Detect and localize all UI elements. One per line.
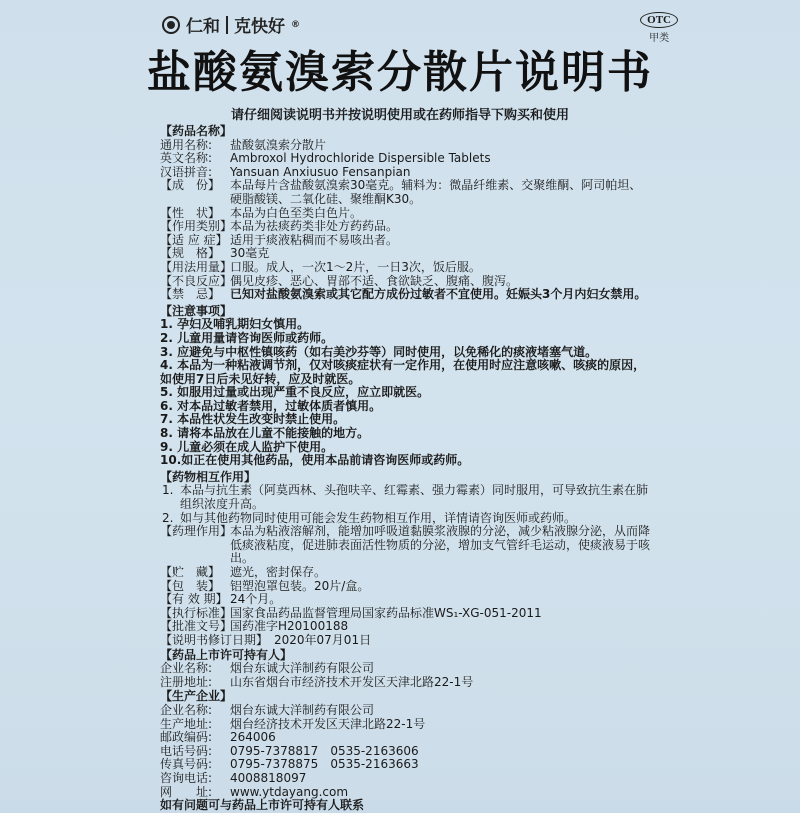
field-row xyxy=(160,634,650,648)
producer-row xyxy=(160,772,650,786)
field-label: 英文名称: xyxy=(160,151,213,166)
field-value: 0795-7378875 0535-2163663 xyxy=(230,757,419,772)
precaution-item: 7. 本品性状发生改变时禁止使用。 xyxy=(160,412,346,427)
field-label: 【批准文号】 xyxy=(160,619,233,634)
producer-section xyxy=(160,690,650,799)
field-label: 网 址: xyxy=(160,784,213,799)
field-value: 0795-7378817 0535-2163606 xyxy=(230,743,419,758)
producer-row xyxy=(160,718,650,732)
fields-b xyxy=(160,525,650,647)
field-value: 国药准字H20100188 xyxy=(230,619,349,634)
field-value: 铝塑泡罩包装。20片/盒。 xyxy=(230,578,370,593)
field-value: Ambroxol Hydrochloride Dispersible Tablets xyxy=(230,151,491,166)
leaflet-content xyxy=(160,124,650,813)
field-value: Yansuan Anxiusuo Fensanpian xyxy=(230,164,411,179)
brand-company: 仁和 xyxy=(186,17,220,37)
field-label: 【执行标准】 xyxy=(160,605,233,620)
field-label: 电话号码: xyxy=(160,743,213,758)
producer-row xyxy=(160,704,650,718)
field-label: 【药理作用】 xyxy=(160,524,233,539)
precaution-item: 1. 孕妇及哺乳期妇女慎用。 xyxy=(160,317,310,332)
field-value: 2020年07月01日 xyxy=(274,632,372,647)
field-label: 【有 效 期】 xyxy=(160,592,228,607)
field-value: 264006 xyxy=(230,730,276,745)
field-label: 【说明书修订日期】 xyxy=(160,632,269,647)
interactions-heading: 【药物相互作用】 xyxy=(160,469,257,484)
precaution-item: 9. 儿童必须在成人监护下使用。 xyxy=(160,439,334,454)
field-label: 【贮 藏】 xyxy=(160,565,221,579)
otc-class: 甲类 xyxy=(649,33,670,44)
page-title: 盐酸氨溴索分散片说明书 xyxy=(147,47,653,98)
renhe-logo-icon xyxy=(162,16,180,34)
precautions-section xyxy=(160,305,650,468)
brand-product: 克快好 xyxy=(234,17,285,37)
precaution-item: 8. 请将本品放在儿童不能接触的地方。 xyxy=(160,426,370,441)
precautions-heading: 【注意事项】 xyxy=(160,303,233,318)
field-row xyxy=(160,288,650,302)
interaction-item xyxy=(160,484,650,511)
field-label: 【性 状】 xyxy=(160,205,221,220)
field-value: 口服。成人，一次1～2片，一日3次，饭后服。 xyxy=(230,259,481,274)
field-value: 本品为白色至类白色片。 xyxy=(230,205,363,220)
precaution-item: 2. 儿童用量请咨询医师或药师。 xyxy=(160,330,334,345)
field-row xyxy=(160,580,650,594)
field-value: 山东省烟台市经济技术开发区天津北路22-1号 xyxy=(230,674,474,689)
page-subtitle: 请仔细阅读说明书并按说明使用或在药师指导下购买和使用 xyxy=(230,108,569,123)
field-label: 邮政编码: xyxy=(160,730,213,745)
field-label: 通用名称: xyxy=(160,137,213,152)
producer-heading: 【生产企业】 xyxy=(160,689,233,704)
field-label: 【规 格】 xyxy=(160,246,221,261)
field-value: 适用于痰液粘稠而不易咳出者。 xyxy=(230,232,399,247)
field-row xyxy=(160,234,650,248)
precaution-item: 6. 对本品过敏者禁用，过敏体质者慎用。 xyxy=(160,398,382,413)
precaution-item: 3. 应避免与中枢性镇咳药（如右美沙芬等）同时使用，以免稀化的痰液堵塞气道。 xyxy=(160,344,598,359)
precaution-item: 4. 本品为一种粘液调节剂，仅对咳痰症状有一定作用，在使用时应注意咳嗽、咳痰的原因，如使用7日后未见好转，应及时就医。 xyxy=(160,358,646,386)
field-label: 【作用类别】 xyxy=(160,219,233,234)
registered-mark: ® xyxy=(291,19,300,30)
field-value: 国家食品药品监督管理局国家药品标准WS₁-XG-051-2011 xyxy=(230,605,542,620)
field-value: 烟台经济技术开发区天津北路22-1号 xyxy=(230,716,426,731)
contact-footer: 如有问题可与药品上市许可持有人联系 xyxy=(160,798,365,813)
precaution-item: 10.如正在使用其他药品，使用本品前请咨询医师或药师。 xyxy=(160,453,470,468)
field-row xyxy=(160,593,650,607)
drug-name-heading: 【药品名称】 xyxy=(160,124,233,138)
field-value: 4008818097 xyxy=(230,770,307,785)
drug-name-section xyxy=(160,139,650,180)
interaction-text: 本品与抗生素（阿莫西林、头孢呋辛、红霉素、强力霉素）同时服用，可导致抗生素在肺组织浓度升高。 xyxy=(180,483,649,512)
field-row xyxy=(160,566,650,580)
field-value: 本品为祛痰药类非处方药药品。 xyxy=(230,219,399,234)
field-row xyxy=(160,620,650,634)
field-value: 24个月。 xyxy=(230,592,282,607)
brand-divider xyxy=(226,16,228,34)
field-row xyxy=(160,525,650,566)
field-label: 汉语拼音: xyxy=(160,164,213,179)
field-label: 企业名称: xyxy=(160,702,213,717)
field-label: 咨询电话: xyxy=(160,770,213,785)
field-value: 遮光，密封保存。 xyxy=(230,565,327,579)
field-row xyxy=(160,247,650,261)
field-label: 【用法用量】 xyxy=(160,259,233,274)
field-value: 本品为粘液溶解剂，能增加呼吸道黏膜浆液腺的分泌，减少粘液腺分泌，从而降低痰液粘度，促进肺表面活性物质的分泌，增加支气管纤毛运动，使痰液易于咳出。 xyxy=(230,524,651,566)
field-label: 传真号码: xyxy=(160,757,213,772)
field-value: 烟台东诚大洋制药有限公司 xyxy=(230,702,375,717)
field-label: 企业名称: xyxy=(160,661,213,676)
field-label: 【包 装】 xyxy=(160,578,221,593)
holder-row xyxy=(160,676,650,690)
field-row xyxy=(160,261,650,275)
field-label: 【适 应 症】 xyxy=(160,232,228,247)
field-value: 已知对盐酸氨溴索或其它配方成份过敏者不宜使用。妊娠头3个月内妇女禁用。 xyxy=(230,287,647,302)
producer-row xyxy=(160,758,650,772)
precaution-item: 5. 如服用过量或出现严重不良反应，应立即就医。 xyxy=(160,385,430,400)
field-label: 【不良反应】 xyxy=(160,273,233,288)
fields-a xyxy=(160,179,650,301)
otc-mark: OTC xyxy=(640,12,678,28)
drug-name-row xyxy=(160,139,650,153)
holder-heading: 【药品上市许可持有人】 xyxy=(160,647,293,662)
field-label: 【禁 忌】 xyxy=(160,287,221,302)
drug-name-row xyxy=(160,152,650,166)
brand-logo xyxy=(162,12,300,37)
producer-row xyxy=(160,731,650,745)
field-label: 注册地址: xyxy=(160,674,213,689)
field-value: 盐酸氨溴索分散片 xyxy=(230,137,327,152)
holder-row xyxy=(160,662,650,676)
field-label: 【成 份】 xyxy=(160,178,221,193)
interaction-number: 1. xyxy=(162,483,174,498)
field-label: 生产地址: xyxy=(160,716,213,731)
field-row xyxy=(160,220,650,234)
interaction-text: 如与其他药物同时使用可能会发生药物相互作用，详情请咨询医师或药师。 xyxy=(180,510,577,525)
field-value: www.ytdayang.com xyxy=(230,784,349,799)
field-row xyxy=(160,179,650,206)
interaction-number: 2. xyxy=(162,510,174,525)
field-value: 30毫克 xyxy=(230,246,270,261)
interactions-section xyxy=(160,471,650,525)
field-value: 偶见皮疹、恶心、胃部不适、食欲缺乏、腹痛、腹泻。 xyxy=(230,273,519,288)
producer-row xyxy=(160,745,650,759)
holder-section xyxy=(160,649,650,690)
field-value: 烟台东诚大洋制药有限公司 xyxy=(230,661,375,676)
field-value: 本品每片含盐酸氨溴索30毫克。辅料为：微晶纤维素、交聚维酮、阿司帕坦、硬脂酸镁、二氧化硅、聚维酮K30。 xyxy=(230,178,642,206)
